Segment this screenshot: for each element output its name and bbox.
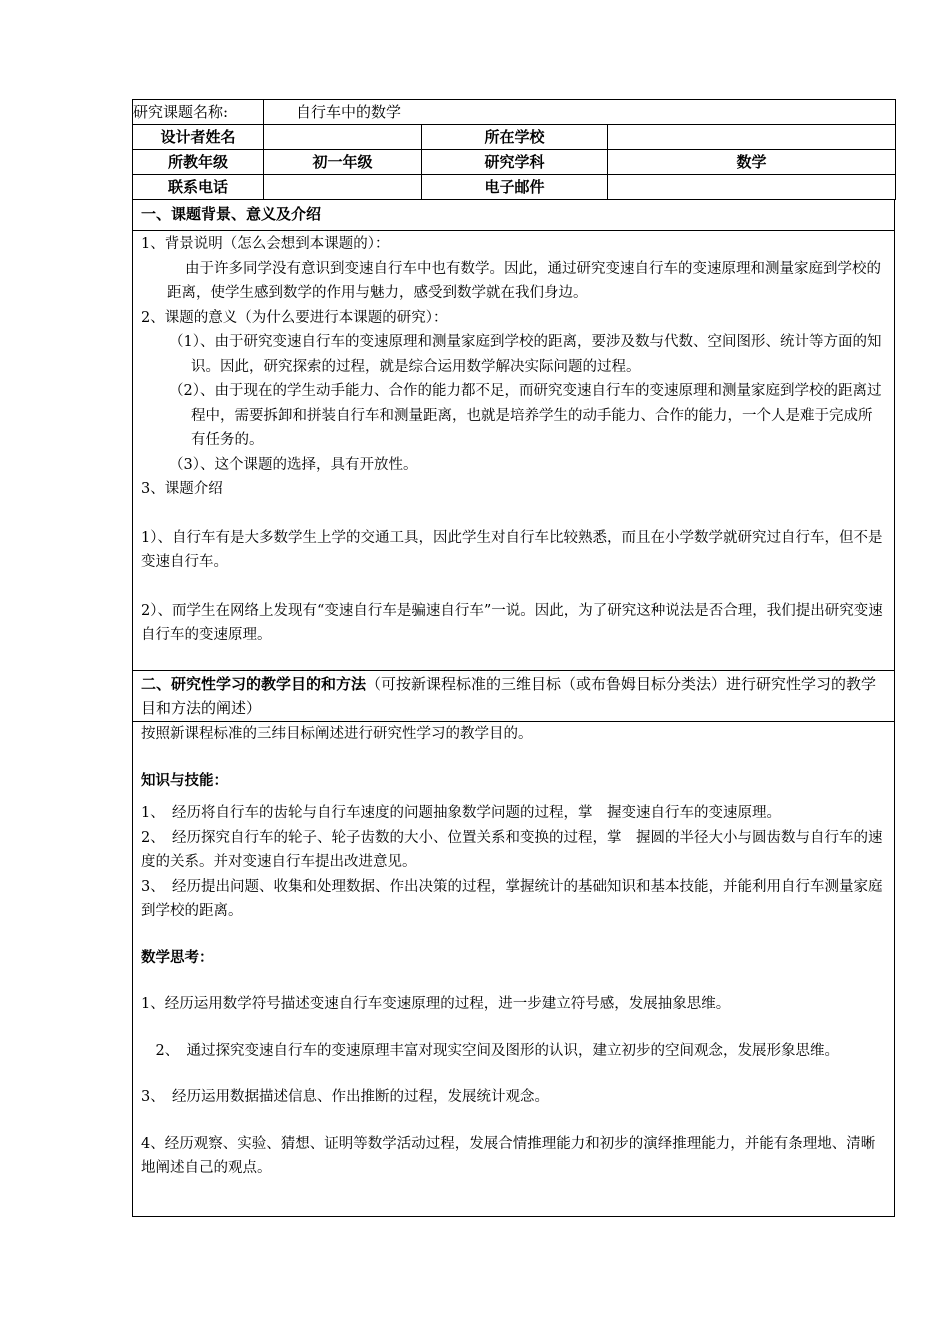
background-text: 由于许多同学没有意识到变速自行车中也有数学。因此，通过研究变速自行车的变速原理和测量家庭到学校的距离，使学生感到数学的作用与魅力，感受到数学就在我们身边。: [167, 260, 881, 301]
school-value: [608, 125, 896, 150]
significance-title: 2、课题的意义（为什么要进行本课题的研究）：: [141, 309, 448, 326]
knowledge-title: 知识与技能：: [141, 772, 228, 789]
topic-row: [133, 100, 896, 125]
section2-body: [132, 722, 895, 1217]
knowledge-item-2: 2、 经历探究自行车的轮子、轮子齿数的大小、位置关系和变换的过程，掌 握圆的半径大小与圆齿数与自行车的速度的关系。并对变速自行车提出改进意见。: [141, 829, 883, 870]
topic-value: 自行车中的数学: [264, 100, 896, 125]
section1-heading: 一、课题背景、意义及介绍: [141, 205, 322, 223]
section1-heading-box: [132, 200, 895, 231]
subject-label: 研究学科: [422, 150, 608, 175]
grade-value: 初一年级: [264, 150, 422, 175]
math-item-3: 3、 经历运用数据描述信息、作出推断的过程，发展统计观念。: [141, 1089, 549, 1105]
email-label: 电子邮件: [422, 175, 608, 200]
section2-heading-box: [132, 671, 895, 722]
section1-body: [132, 231, 895, 671]
section2-heading-bold: 二、研究性学习的教学目的和方法: [141, 675, 367, 693]
knowledge-item-3: 3、 经历提出问题、收集和处理数据、作出决策的过程，掌握统计的基础知识和基本技能，并能利用自行车测量家庭到学校的距离。: [141, 878, 883, 919]
grade-label: 所教年级: [133, 150, 264, 175]
contact-row: [133, 175, 896, 200]
section2-heading-note: （可按新课程标准的三维目标（或布鲁姆目标分类法）进行研究性学习的教学目和方法的阐述）: [141, 675, 877, 717]
phone-value: [264, 175, 422, 200]
topic-label: 研究课题名称:: [133, 100, 264, 125]
designer-row: [133, 125, 896, 150]
significance-item-1: （1）、由于研究变速自行车的变速原理和测量家庭到学校的距离，要涉及数与代数、空间图形、统计等方面的知识。因此，研究探索的过程，就是综合运用数学解决实际问题的过程。: [169, 334, 882, 375]
subject-value: 数学: [608, 150, 896, 175]
document-page: [132, 99, 895, 1217]
knowledge-item-1: 1、 经历将自行车的齿轮与自行车速度的问题抽象数学问题的过程，掌 握变速自行车的变速原理。: [141, 805, 781, 821]
phone-label: 联系电话: [133, 175, 264, 200]
section2-heading: [133, 671, 894, 720]
objectives-intro: 按照新课程标准的三纬目标阐述进行研究性学习的教学目的。: [141, 726, 533, 742]
math-item-1: 1、经历运用数学符号描述变速自行车变速原理的过程，进一步建立符号感，发展抽象思维。: [141, 996, 731, 1012]
math-item-4: 4、经历观察、实验、猜想、证明等数学活动过程，发展合情推理能力和初步的演绎推理能力，并能有条理地、清晰地阐述自己的观点。: [141, 1135, 876, 1176]
math-thinking-title: 数学思考：: [141, 949, 214, 966]
intro-title: 3、课题介绍: [141, 481, 223, 497]
header-info-table: [132, 99, 896, 200]
significance-item-3: （3）、这个课题的选择，具有开放性。: [169, 456, 418, 473]
email-value: [608, 175, 896, 200]
significance-item-2: （2）、由于现在的学生动手能力、合作的能力都不足，而研究变速自行车的变速原理和测量家庭到学校的距离过程中，需要拆卸和拼装自行车和测量距离，也就是培养学生的动手能力、合作的能力，一个人是难于完成所有任务的。: [169, 383, 882, 448]
school-label: 所在学校: [422, 125, 608, 150]
background-title: 1、背景说明（怎么会想到本课题的）：: [141, 236, 390, 252]
designer-label: 设计者姓名: [133, 125, 264, 150]
grade-row: [133, 150, 896, 175]
designer-value: [264, 125, 422, 150]
intro-paragraph-2: 2）、而学生在网络上发现有“变速自行车是骗速自行车”一说。因此，为了研究这种说法是否合理，我们提出研究变速自行车的变速原理。: [141, 602, 883, 643]
math-item-2: 2、 通过探究变速自行车的变速原理丰富对现实空间及图形的认识，建立初步的空间观念，发展形象思维。: [141, 1042, 839, 1059]
intro-paragraph-1: 1）、自行车有是大多数学生上学的交通工具，因此学生对自行车比较熟悉，而且在小学数学就研究过自行车，但不是变速自行车。: [141, 529, 883, 570]
